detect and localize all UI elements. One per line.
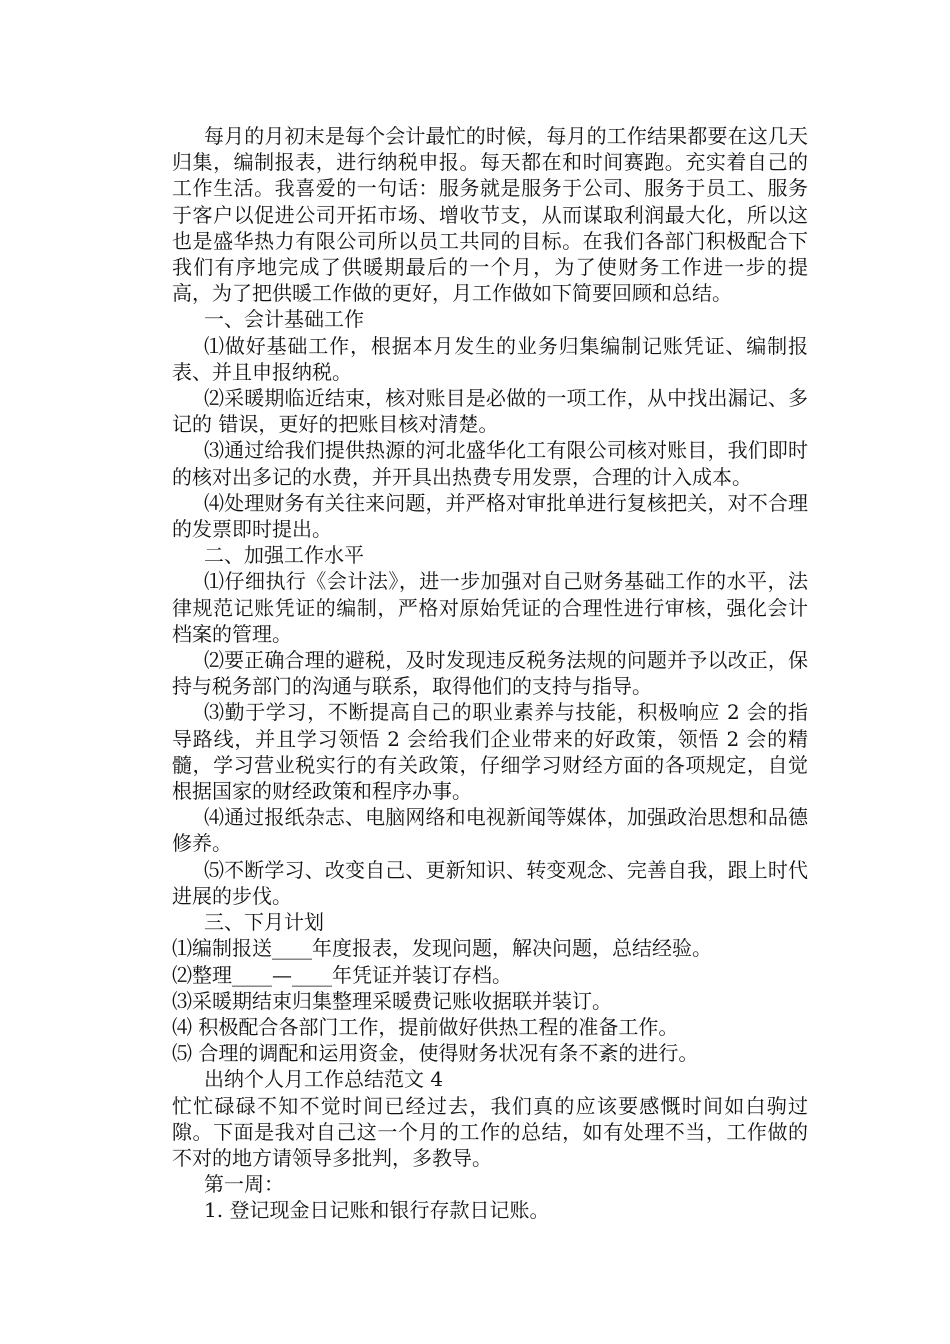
list-item: ⑶勤于学习，不断提高自己的职业素养与技能，积极响应 2 会的指导路线，并且学习领悟 2 会给我们企业带来的好政策，领悟 2 会的精髓，学习营业税实行的有关政策，仔细学习财经方面的各项规定，自觉根据国家的财经政策和程序办事。 (172, 700, 808, 804)
section-heading-accounting-basics: 一、会计基础工作 (204, 307, 364, 332)
list-item: ⑷ 积极配合各部门工作，提前做好供热工程的准备工作。 (172, 1014, 679, 1039)
list-item: ⑸ 合理的调配和运用资金，使得财务状况有条不紊的进行。 (172, 1041, 699, 1066)
intro-paragraph: 每月的月初末是每个会计最忙的时候，每月的工作结果都要在这几天归集，编制报表，进行纳税申报。每天都在和时间赛跑。充实着自己的工作生活。我喜爱的一句话：服务就是服务于公司、服务于员工、服务于客户以促进公司开拓市场、增收节支，从而谋取利润最大化，所以这也是盛华热力有限公司所以员工共同的目标。在我们各部门积极配合下我们有序地完成了供暖期最后的一个月，为了使财务工作进一步的提高，为了把供暖工作做的更好，月工作做如下简要回顾和总结。 (172, 124, 808, 306)
document-body (172, 123, 808, 1224)
article-title: 出纳个人月工作总结范文 4 (204, 1067, 444, 1092)
section-heading-work-level: 二、加强工作水平 (204, 543, 364, 568)
list-item: ⑵要正确合理的避税，及时发现违反税务法规的问题并予以改正，保持与税务部门的沟通与联系，取得他们的支持与指导。 (172, 648, 808, 699)
list-item: ⑵整理____—____年凭证并装订存档。 (172, 962, 512, 987)
list-item: ⑷处理财务有关往来问题，并严格对审批单进行复核把关，对不合理的发票即时提出。 (172, 490, 808, 542)
list-item: ⑸不断学习、改变自己、更新知识、转变观念、完善自我，跟上时代进展的步伐。 (172, 857, 808, 908)
week-heading: 第一周： (204, 1172, 284, 1197)
list-item: ⑴做好基础工作，根据本月发生的业务归集编制记账凭证、编制报表、并且申报纳税。 (172, 333, 808, 384)
list-item: ⑴编制报送____年度报表，发现问题，解决问题，总结经验。 (172, 936, 712, 961)
list-item: ⑶通过给我们提供热源的河北盛华化工有限公司核对账目，我们即时的核对出多记的水费，并开具出热费专用发票，合理的计入成本。 (172, 438, 808, 489)
list-item: ⑵采暖期临近结束，核对账目是必做的一项工作，从中找出漏记、多记的 错误，更好的把账目核对清楚。 (172, 386, 808, 437)
list-item: ⑴仔细执行《会计法》，进一步加强对自己财务基础工作的水平，法律规范记账凭证的编制，严格对原始凭证的合理性进行审核，强化会计档案的管理。 (172, 569, 808, 646)
list-item: ⑷通过报纸杂志、电脑网络和电视新闻等媒体，加强政治思想和品德修养。 (172, 805, 808, 856)
body-paragraph: 忙忙碌碌不知不觉时间已经过去，我们真的应该要感慨时间如白驹过隙。下面是我对自己这一个月的工作的总结，如有处理不当，工作做的不对的地方请领导多批判，多教导。 (172, 1093, 808, 1170)
list-item: ⑶采暖期结束归集整理采暖费记账收据联并装订。 (172, 988, 612, 1013)
section-heading-next-month-plan: 三、下月计划 (204, 910, 324, 935)
list-item: 1. 登记现金日记账和银行存款日记账。 (204, 1198, 550, 1223)
